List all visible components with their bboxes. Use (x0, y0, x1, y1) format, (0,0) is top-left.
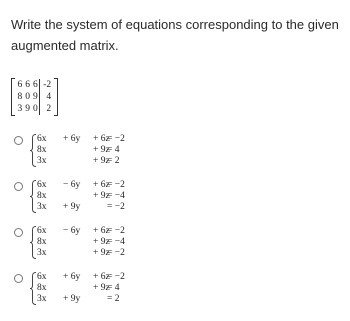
matrix-row (16, 91, 53, 103)
y-term (63, 145, 93, 156)
equation (37, 202, 127, 213)
y-term: − 6y (63, 226, 81, 236)
x-term: 8x (37, 191, 47, 201)
rhs: = 2 (107, 294, 120, 304)
x-term: 3x (37, 202, 47, 212)
z-term (93, 202, 107, 213)
y-term (63, 191, 93, 202)
z-term: + 6z (93, 272, 110, 282)
rhs: = −4 (107, 191, 125, 201)
rhs: = −2 (107, 272, 125, 282)
equation (37, 237, 127, 248)
question-prompt: Write the system of equations corresponding to the given augmented matrix. (11, 17, 339, 53)
z-term: + 9z (93, 283, 110, 293)
matrix-cell-augmented: 4 (40, 91, 53, 103)
matrix-cell-augmented: 2 (40, 103, 53, 115)
equations (37, 272, 127, 305)
left-brace-icon (29, 272, 37, 305)
matrix-right-bracket (54, 78, 58, 116)
equation-system (29, 180, 127, 213)
equations (37, 226, 127, 259)
rhs: = −4 (107, 237, 125, 247)
matrix-cell: 6 (33, 80, 38, 90)
equation (37, 272, 127, 283)
matrix-row (16, 79, 53, 91)
z-term: + 9z (93, 248, 110, 258)
y-term (63, 237, 93, 248)
y-term: + 6y (63, 272, 81, 282)
matrix-cell: 0 (25, 92, 30, 102)
x-term: 8x (37, 145, 47, 155)
matrix-table (16, 79, 53, 115)
x-term: 6x (37, 272, 47, 282)
equation (37, 226, 127, 237)
x-term: 3x (37, 248, 47, 258)
matrix-cell: 3 (17, 104, 23, 114)
radio-button[interactable] (14, 136, 23, 145)
rhs: = −2 (107, 180, 125, 190)
answer-option-1[interactable] (14, 134, 127, 167)
rhs: = −2 (107, 202, 125, 212)
z-term (93, 294, 107, 305)
equation (37, 156, 127, 167)
left-brace-icon (29, 180, 37, 213)
matrix-row (16, 103, 53, 115)
z-term: + 6z (93, 226, 110, 236)
radio-button[interactable] (14, 228, 23, 237)
x-term: 6x (37, 226, 47, 236)
z-term: + 9z (93, 191, 110, 201)
equations (37, 134, 127, 167)
y-term (63, 248, 93, 259)
x-term: 6x (37, 180, 47, 190)
z-term: + 6z (93, 180, 110, 190)
rhs: = −2 (107, 134, 125, 144)
y-term (63, 156, 93, 167)
equation-system (29, 226, 127, 259)
matrix-cell: 9 (33, 92, 38, 102)
equation-system (29, 134, 127, 167)
matrix-cell: 0 (33, 104, 38, 114)
equation (37, 145, 127, 156)
rhs: = 2 (107, 156, 120, 166)
answer-option-3[interactable] (14, 226, 127, 259)
equation (37, 191, 127, 202)
left-brace-icon (29, 226, 37, 259)
matrix-cell: 6 (25, 80, 30, 90)
answer-option-2[interactable] (14, 180, 127, 213)
x-term: 6x (37, 134, 47, 144)
matrix-cell: 9 (25, 104, 30, 114)
equation (37, 248, 127, 259)
y-term (63, 283, 93, 294)
left-brace-icon (29, 134, 37, 167)
equation (37, 134, 127, 145)
equation (37, 283, 127, 294)
z-term: + 9z (93, 145, 110, 155)
z-term: + 9z (93, 156, 110, 166)
matrix-left-bracket (11, 78, 15, 116)
x-term: 3x (37, 156, 47, 166)
equations (37, 180, 127, 213)
x-term: 3x (37, 294, 47, 304)
matrix-cell: 6 (17, 80, 23, 90)
equation (37, 180, 127, 191)
rhs: = −2 (107, 226, 125, 236)
equation-system (29, 272, 127, 305)
x-term: 8x (37, 283, 47, 293)
x-term: 8x (37, 237, 47, 247)
z-term: + 6z (93, 134, 110, 144)
matrix-cell: 8 (17, 92, 23, 102)
augmented-matrix (11, 78, 58, 116)
matrix-cell-augmented: -2 (40, 79, 53, 91)
y-term: + 9y (63, 294, 81, 304)
radio-button[interactable] (14, 274, 23, 283)
equation (37, 294, 127, 305)
rhs: = −2 (107, 248, 125, 258)
rhs: = 4 (107, 145, 120, 155)
answer-option-4[interactable] (14, 272, 127, 305)
y-term: + 6y (63, 134, 81, 144)
y-term: − 6y (63, 180, 81, 190)
z-term: + 9z (93, 237, 110, 247)
rhs: = 4 (107, 283, 120, 293)
radio-button[interactable] (14, 182, 23, 191)
y-term: + 9y (63, 202, 81, 212)
